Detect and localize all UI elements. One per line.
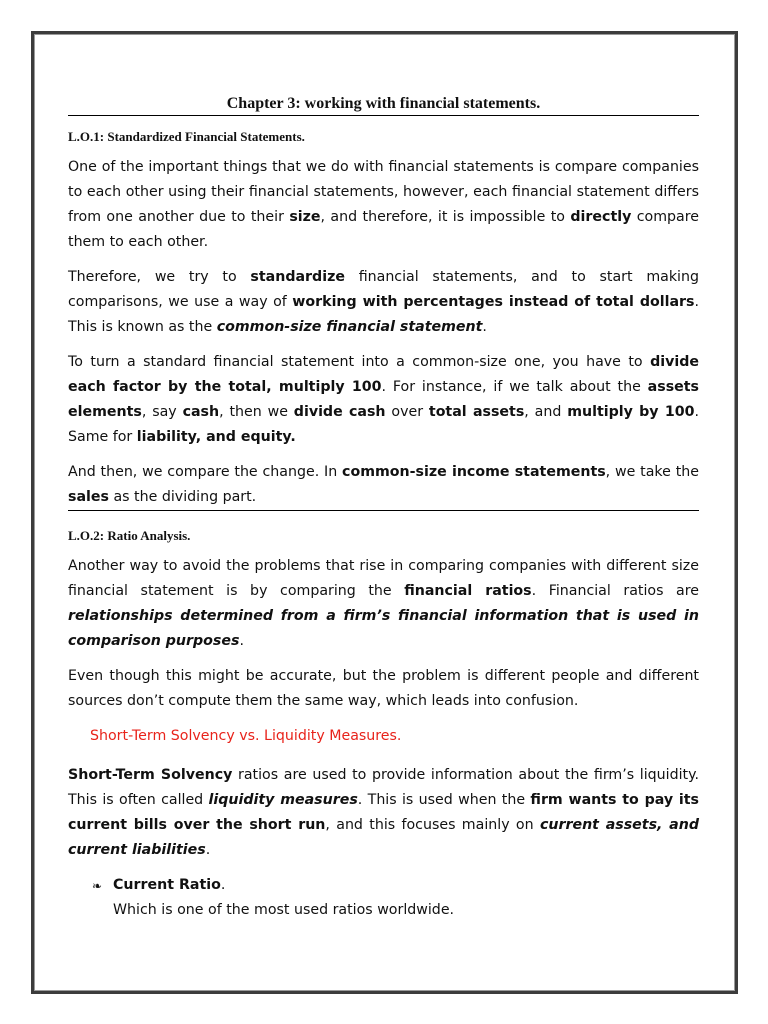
document-body: [68, 94, 699, 923]
current-ratio-description: Which is one of the most used ratios worldwide.: [113, 902, 455, 919]
lo2-paragraph-2: Even though this might be accurate, but the problem is different people and different sources don’t compute them the same way, which leads into confusion.: [68, 668, 699, 709]
lo2-paragraph-3: Short-Term Solvency ratios are used to provide information about the firm’s liquidity. This is often called liquidity measures. This is used when the firm wants to pay its current bills over the short run, and this focuses mainly on current assets, and current liabilities.: [68, 767, 700, 859]
current-ratio-list-item: [68, 873, 699, 923]
lo1-heading: L.O.1: Standardized Financial Statements.: [68, 129, 305, 144]
chapter-title: Chapter 3: working with financial statements.: [68, 94, 699, 116]
current-ratio-label: Current Ratio.: [113, 877, 226, 894]
lo1-paragraph-4: And then, we compare the change. In common-size income statements, we take the sales as the dividing part.: [68, 460, 699, 511]
floral-bullet-icon: ❧: [92, 879, 103, 894]
short-term-solvency-heading: Short-Term Solvency vs. Liquidity Measures.: [90, 728, 402, 744]
lo1-paragraph-2: Therefore, we try to standardize financial statements, and to start making comparisons, we use a way of working with percentages instead of total dollars. This is known as the common-size financial statement.: [68, 269, 699, 335]
lo1-paragraph-3: To turn a standard financial statement into a common-size one, you have to divide each factor by the total, multiply 100. For instance, if we talk about the assets elements, say cash, then we divide cash over total assets, and multiply by 100. Same for liability, and equity.: [68, 354, 699, 445]
lo1-paragraph-1: One of the important things that we do with financial statements is compare companies to each other using their financial statements, however, each financial statement differs from one another due to their size, and therefore, it is impossible to directly compare them to each other.: [68, 159, 699, 250]
lo2-heading: L.O.2: Ratio Analysis.: [68, 528, 191, 543]
lo2-paragraph-1: Another way to avoid the problems that rise in comparing companies with different size financial statement is by comparing the financial ratios. Financial ratios are relationships determined from a firm’s financial information that is used in comparison purposes.: [68, 558, 699, 649]
